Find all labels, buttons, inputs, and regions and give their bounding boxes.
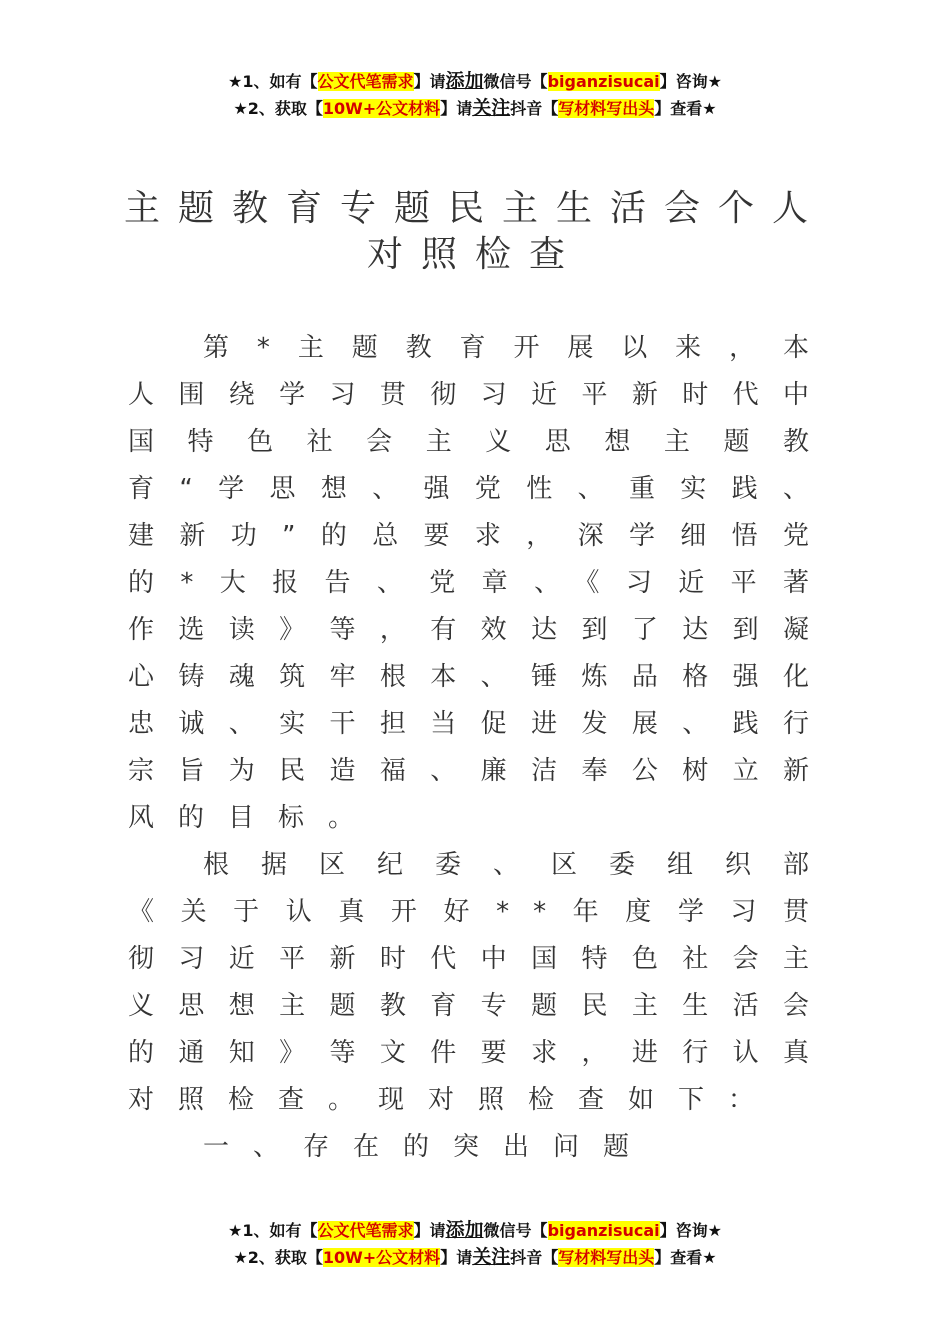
footer-line-1: ★1、如有【公文代笔需求】请添加微信号【biganzisucai】咨询★ bbox=[228, 1219, 722, 1241]
highlight-materials: 10W+公文材料 bbox=[322, 1248, 441, 1267]
highlight-materials: 10W+公文材料 bbox=[322, 99, 441, 118]
highlight-service: 公文代笔需求 bbox=[317, 1221, 414, 1240]
banner-line-1: ★1、如有【公文代笔需求】请添加微信号【biganzisucai】咨询★ bbox=[228, 70, 722, 92]
highlight-douyin-id: 写材料写出头 bbox=[558, 1248, 655, 1267]
banner-line-2: ★2、获取【10W+公文材料】请关注抖音【写材料写出头】查看★ bbox=[233, 97, 717, 119]
footer-banner bbox=[0, 1217, 950, 1271]
header-banner bbox=[0, 68, 950, 122]
highlight-wechat-id: biganzisucai bbox=[547, 72, 660, 91]
footer-line-2: ★2、获取【10W+公文材料】请关注抖音【写材料写出头】查看★ bbox=[233, 1246, 717, 1268]
highlight-douyin-id: 写材料写出头 bbox=[558, 99, 655, 118]
document-body bbox=[128, 325, 833, 1171]
paragraph-intro: 第*主题教育开展以来，本人围绕学习贯彻习近平新时代中国特色社会主义思想主题教育“学思想、强党性、重实践、建新功”的总要求，深学细悟党的*大报告、党章、《习近平著作选读》等，有效达到了达到凝心铸魂筑牢根本、锤炼品格强化忠诚、实干担当促进发展、践行宗旨为民造福、廉洁奉公树立新风的目标。 bbox=[128, 333, 833, 833]
highlight-service: 公文代笔需求 bbox=[317, 72, 414, 91]
section-heading: 一、存在的突出问题 bbox=[203, 1132, 654, 1162]
document-title: 主题教育专题民主生活会个人对照检查 bbox=[123, 188, 826, 275]
paragraph-basis: 根据区纪委、区委组织部《关于认真开好**年度学习贯彻习近平新时代中国特色社会主义思想主题教育专题民主生活会的通知》等文件要求，进行认真对照检查。现对照检查如下： bbox=[128, 850, 833, 1115]
highlight-wechat-id: biganzisucai bbox=[547, 1221, 660, 1240]
